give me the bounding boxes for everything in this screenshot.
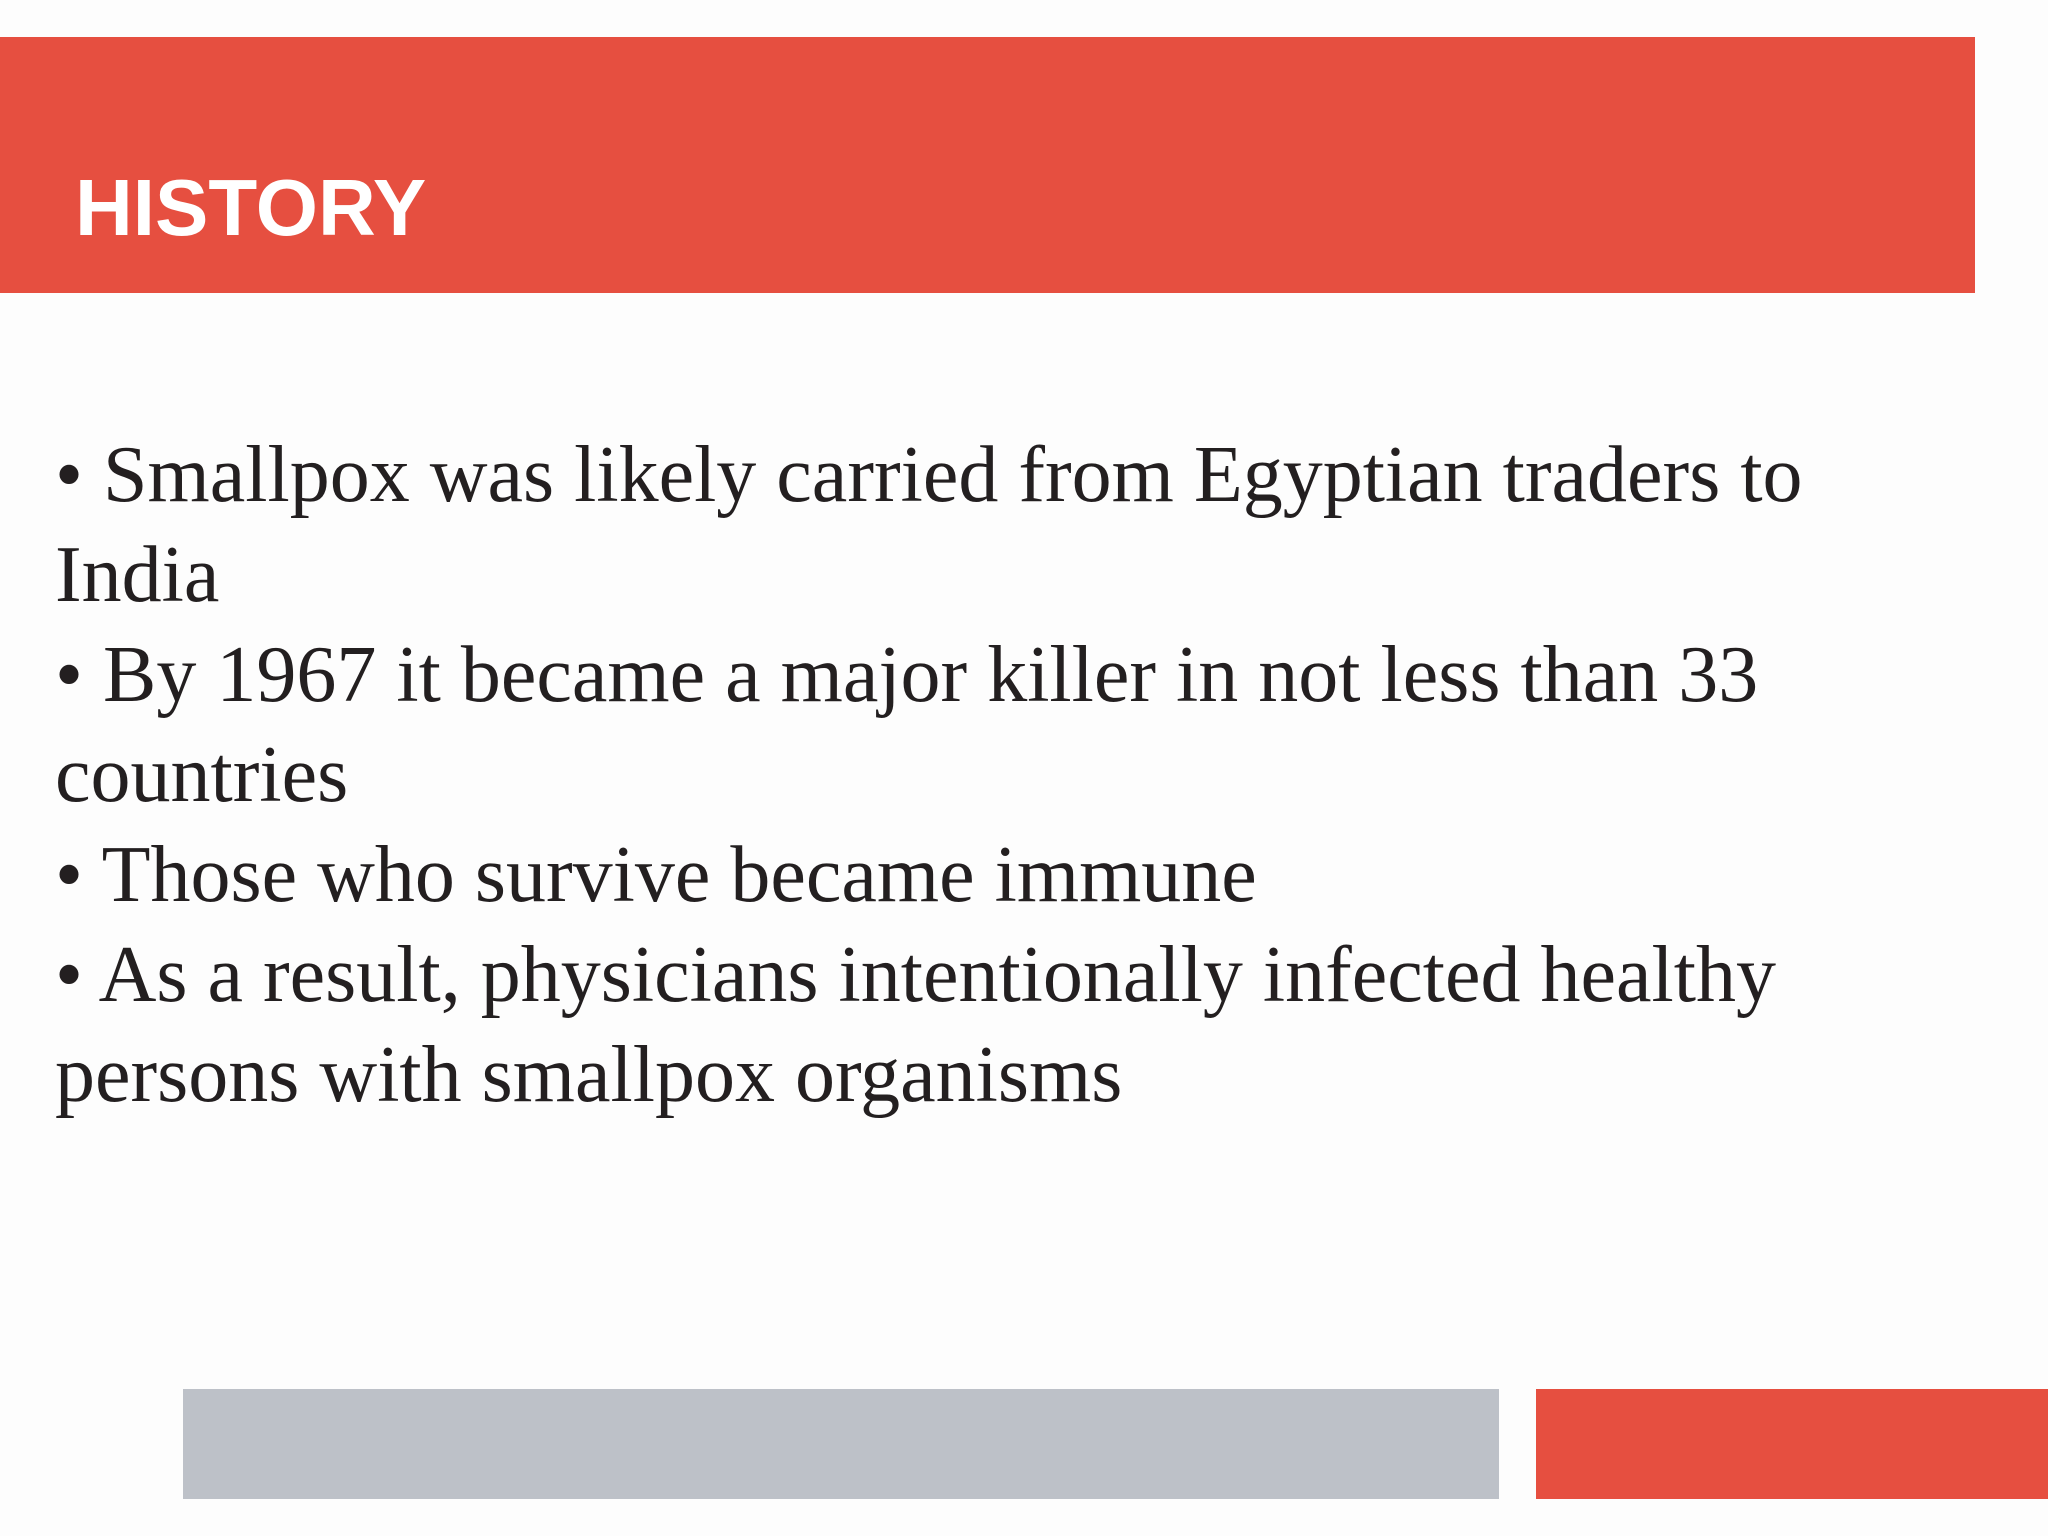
bullet-symbol: • <box>55 931 84 1019</box>
slide-title: HISTORY <box>75 163 427 252</box>
bullet-item <box>55 625 1955 825</box>
bullet-list <box>55 425 1955 1125</box>
bullet-text: By 1967 it became a major killer in not less than 33 countries <box>55 631 1759 819</box>
footer-gray-bar <box>183 1389 1499 1499</box>
bullet-text: Smallpox was likely carried from Egyptian traders to India <box>55 431 1803 619</box>
bullet-item <box>55 925 1955 1125</box>
bullet-item <box>55 825 1955 925</box>
bullet-symbol: • <box>55 631 84 719</box>
bullet-text: As a result, physicians intentionally infected healthy persons with smallpox organisms <box>55 931 1776 1119</box>
bullet-symbol: • <box>55 431 84 519</box>
bullet-text: Those who survive became immune <box>101 831 1257 919</box>
bullet-item <box>55 425 1955 625</box>
footer-red-bar <box>1536 1389 2048 1499</box>
bullet-symbol: • <box>55 831 84 919</box>
